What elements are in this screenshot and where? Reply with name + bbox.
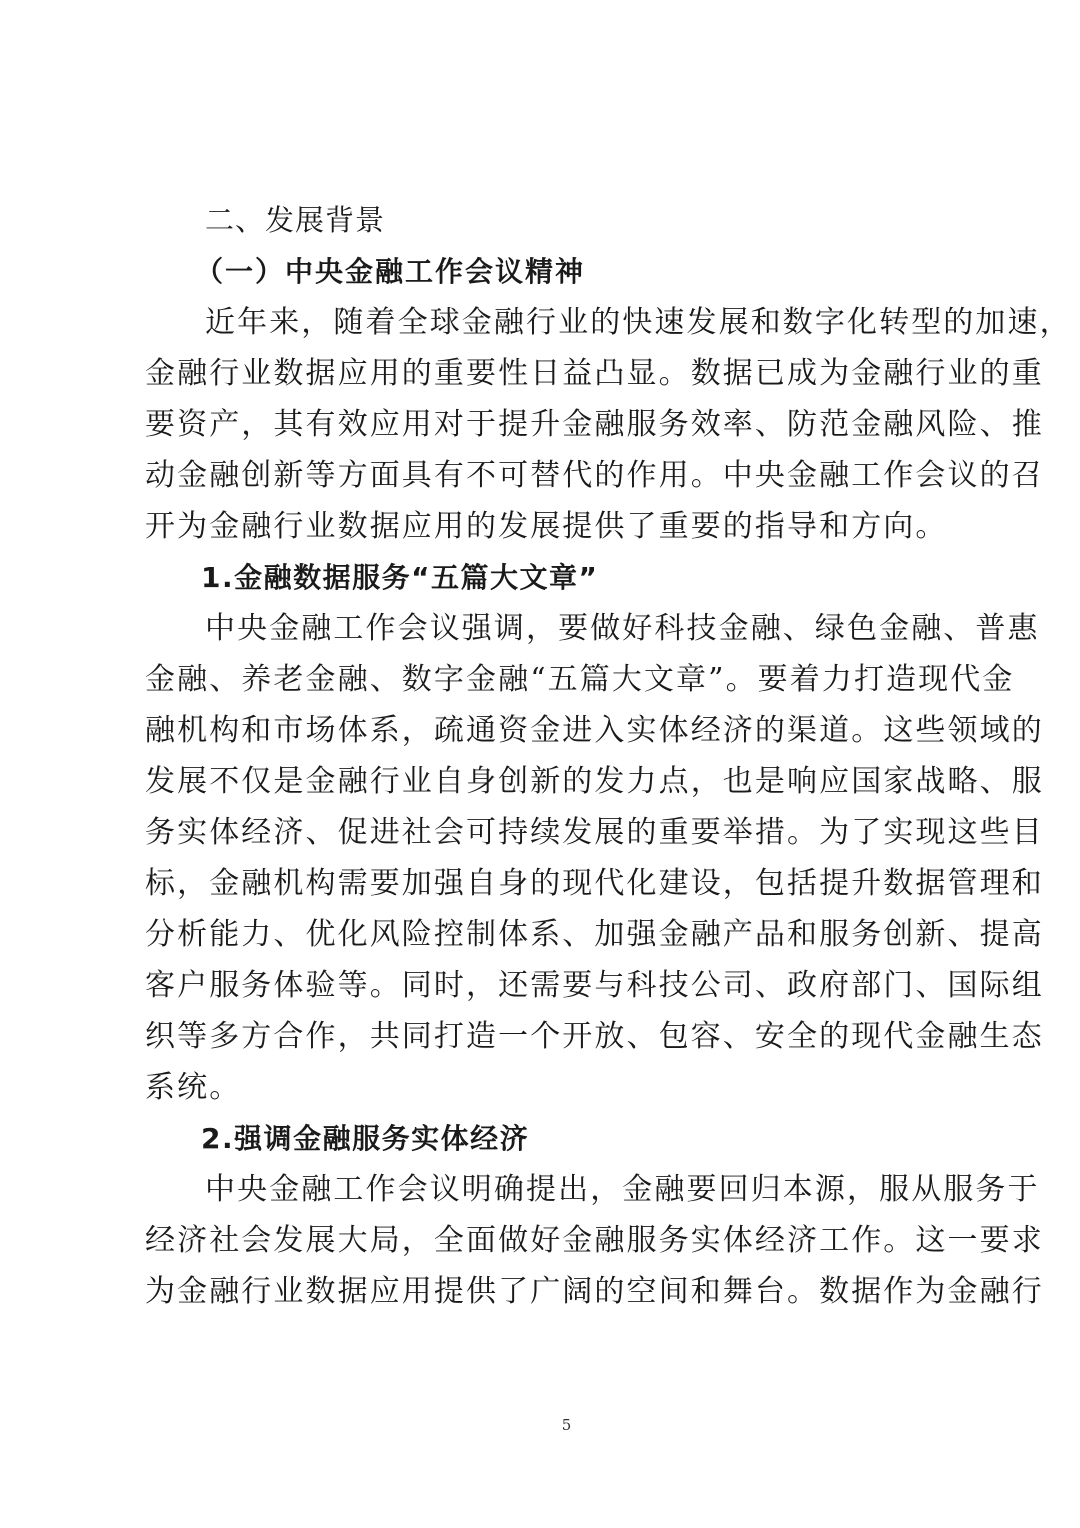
text-line: 发展不仅是金融行业自身创新的发力点，也是响应国家战略、服 <box>145 764 1044 799</box>
text-line: 客户服务体验等。同时，还需要与科技公司、政府部门、国际组 <box>145 968 1044 1003</box>
text-line: 金融、养老金融、数字金融“五篇大文章”。要着力打造现代金 <box>145 662 1015 697</box>
text-line: 开为金融行业数据应用的发展提供了重要的指导和方向。 <box>145 509 948 544</box>
text-line: 动金融创新等方面具有不可替代的作用。中央金融工作会议的召 <box>145 458 1044 493</box>
paragraph-3 <box>145 1164 1044 1317</box>
text-line: 融机构和市场体系，疏通资金进入实体经济的渠道。这些领域的 <box>145 713 1044 748</box>
text-line: 织等多方合作，共同打造一个开放、包容、安全的现代金融生态 <box>145 1019 1044 1054</box>
text-line: 中央金融工作会议明确提出，金融要回归本源，服从服务于 <box>205 1172 1040 1207</box>
text-line: 要资产，其有效应用对于提升金融服务效率、防范金融风险、推 <box>145 407 1044 442</box>
text-line: 经济社会发展大局，全面做好金融服务实体经济工作。这一要求 <box>145 1223 1044 1258</box>
page-number: 5 <box>561 1416 572 1434</box>
text-line: 近年来，随着全球金融行业的快速发展和数字化转型的加速， <box>205 305 1072 340</box>
text-line: 标，金融机构需要加强自身的现代化建设，包括提升数据管理和 <box>145 866 1044 901</box>
subsection-heading: （一）中央金融工作会议精神 <box>195 255 586 288</box>
paragraph-2 <box>145 603 1044 1113</box>
text-line: 分析能力、优化风险控制体系、加强金融产品和服务创新、提高 <box>145 917 1044 952</box>
numbered-heading-1: 1.金融数据服务“五篇大文章” <box>201 561 599 594</box>
text-line: 金融行业数据应用的重要性日益凸显。数据已成为金融行业的重 <box>145 356 1044 391</box>
text-line: 务实体经济、促进社会可持续发展的重要举措。为了实现这些目 <box>145 815 1044 850</box>
paragraph-1 <box>145 297 1072 552</box>
text-line: 为金融行业数据应用提供了广阔的空间和舞台。数据作为金融行 <box>145 1274 1044 1309</box>
text-line: 系统。 <box>145 1070 242 1105</box>
numbered-heading-2: 2.强调金融服务实体经济 <box>201 1122 530 1155</box>
document-body <box>145 195 1072 1317</box>
section-heading: 二、发展背景 <box>205 203 386 237</box>
text-line: 中央金融工作会议强调，要做好科技金融、绿色金融、普惠 <box>205 611 1040 646</box>
